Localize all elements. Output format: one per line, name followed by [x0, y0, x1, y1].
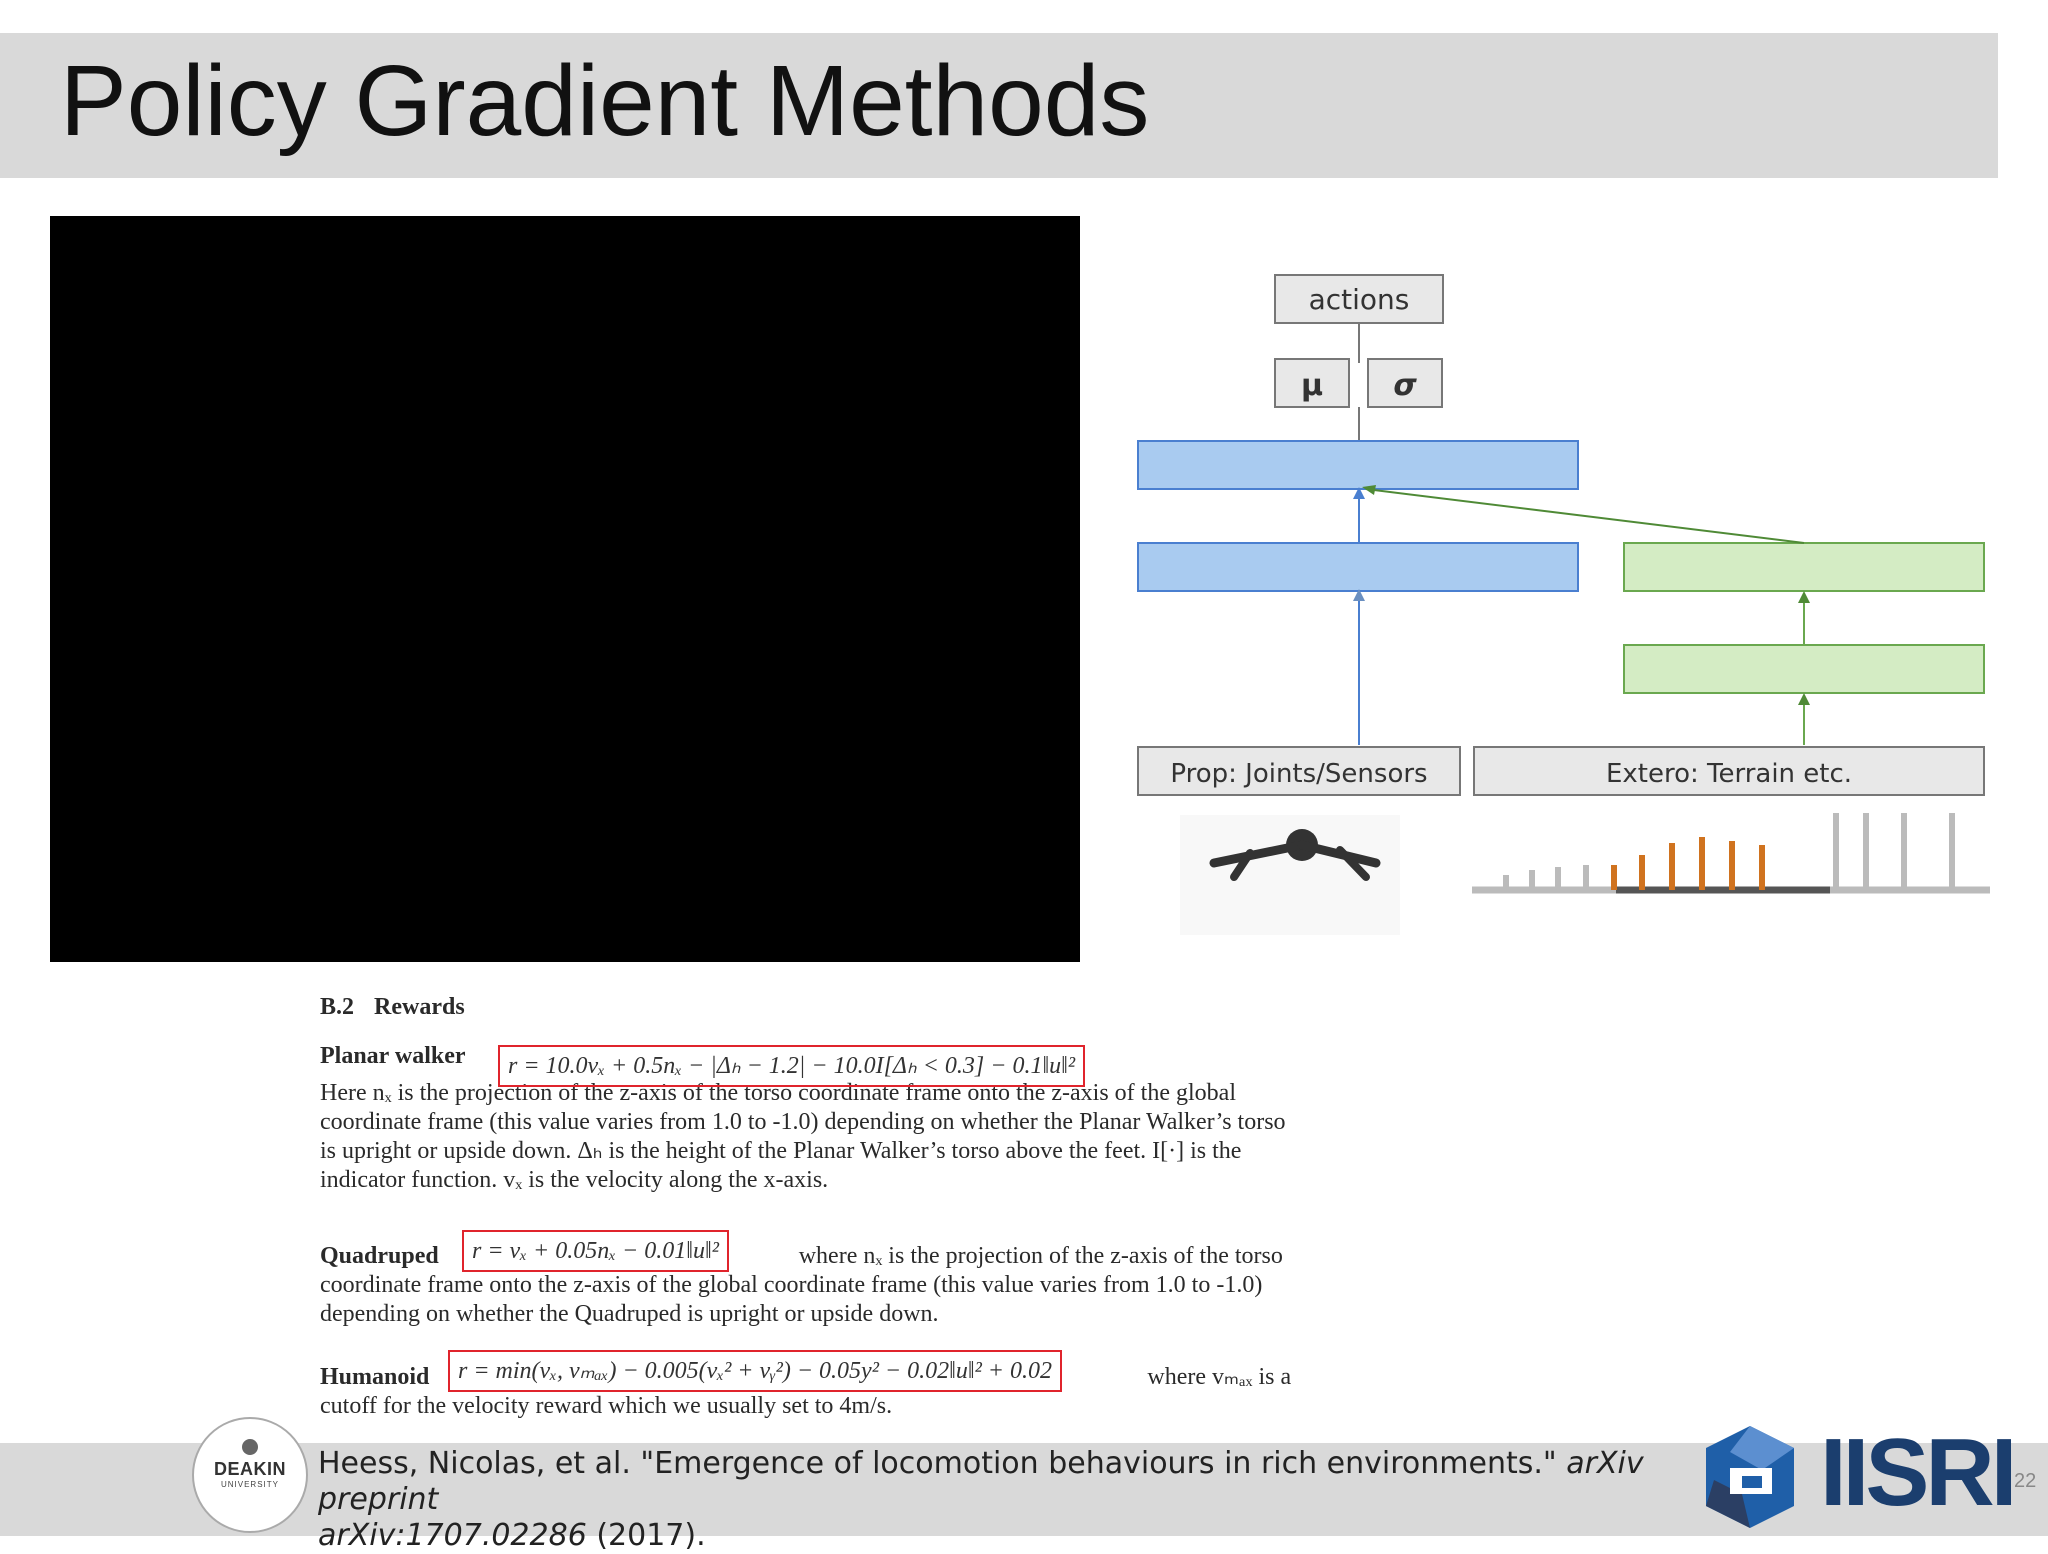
planar-walker-name: Planar walker: [320, 1043, 466, 1069]
mu-label: μ: [1300, 368, 1324, 403]
iisri-logo: IISRI: [1690, 1418, 2020, 1536]
planar-walker-reward-formula: r = 10.0vₓ + 0.5nₓ − |Δₕ − 1.2| − 10.0I[Δₕ < 0.3] − 0.1‖u‖²: [498, 1045, 1085, 1087]
planar-walker-paragraph: Planar walker Here nₓ is the projection of the z-axis of the torso coordinate frame onto the z-axis of the global coordinate frame (this value varies from 1.0 to -1.0) depending on whether the Planar Walker’s torso is upright or upside down. Δₕ is the height of the Planar Walker’s torso above the feet. I[·] is the indicator function. vₓ is the velocity along the x-axis.: [320, 1043, 1286, 1193]
slide-title: Policy Gradient Methods: [60, 45, 1150, 157]
policy-network-diagram: [1130, 265, 2000, 945]
terrain-heightmap-icon: [1472, 813, 1990, 890]
crest-icon: [242, 1439, 258, 1455]
page-number: 22: [2014, 1470, 2037, 1492]
blue-layer-top: [1138, 441, 1578, 489]
iisri-emblem-icon: [1690, 1418, 1810, 1536]
humanoid-reward-formula: r = min(vₓ, vₘₐₓ) − 0.005(vₓ² + vᵧ²) − 0.05y² − 0.02‖u‖² + 0.02: [448, 1350, 1062, 1392]
actions-label: actions: [1308, 283, 1410, 316]
humanoid-paragraph: Humanoid where vₘₐₓ is a cutoff for the velocity reward which we usually set to 4m/s.: [320, 1364, 1292, 1419]
citation: Heess, Nicolas, et al. "Emergence of locomotion behaviours in rich environments." arXiv preprint arXiv:1707.02286 (2017).: [318, 1446, 1644, 1553]
humanoid-name: Humanoid: [320, 1364, 430, 1390]
paper-excerpt: [300, 980, 1400, 1440]
quadruped-reward-formula: r = vₓ + 0.05nₓ − 0.01‖u‖²: [462, 1230, 729, 1272]
prop-input-label: Prop: Joints/Sensors: [1170, 759, 1428, 789]
extero-input-label: Extero: Terrain etc.: [1605, 759, 1853, 789]
blue-layer-bottom: [1138, 543, 1578, 591]
green-layer-top: [1624, 543, 1984, 591]
video-player[interactable]: [50, 216, 1080, 962]
deakin-university-logo: DEAKIN UNIVERSITY: [192, 1417, 308, 1533]
sigma-label: σ: [1393, 368, 1417, 403]
green-layer-bottom: [1624, 645, 1984, 693]
quadruped-name: Quadruped: [320, 1243, 439, 1269]
quadruped-paragraph: Quadruped where nₓ is the projection of the z-axis of the torso coordinate frame onto the z-axis of the global coordinate frame (this value varies from 1.0 to -1.0) depending on whether the Quadruped is upright or upside down.: [320, 1243, 1283, 1327]
section-heading: B.2 Rewards: [320, 994, 465, 1020]
walker-figure-icon: [1180, 815, 1400, 935]
